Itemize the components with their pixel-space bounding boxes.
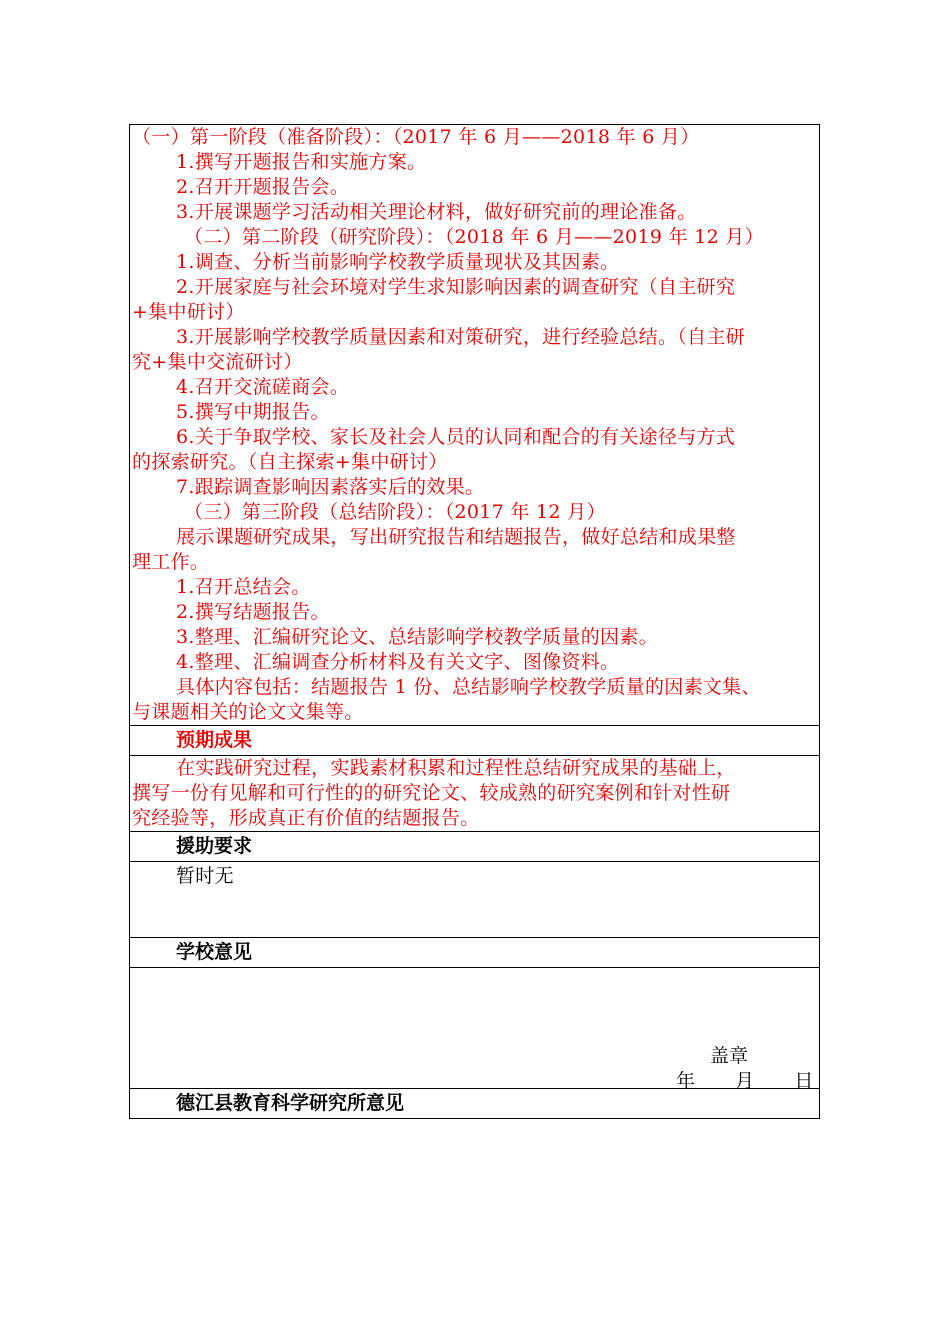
plan-line: 1.调查、分析当前影响学校教学质量现状及其因素。 [176, 251, 620, 273]
plan-line: 4.召开交流磋商会。 [176, 376, 350, 398]
plan-line: 1.召开总结会。 [176, 576, 311, 598]
plan-line: 4.整理、汇编调查分析材料及有关文字、图像资料。 [176, 651, 620, 673]
application-form-table [129, 124, 820, 1119]
expected-results-lines [132, 756, 818, 831]
expected-body-cell [130, 755, 819, 831]
expected-line: 究经验等，形成真正有价值的结题报告。 [132, 807, 480, 829]
plan-line: 具体内容包括：结题报告 1 份、总结影响学校教学质量的因素文集、 [176, 676, 761, 698]
plan-line: 1.撰写开题报告和实施方案。 [176, 151, 427, 173]
plan-line: 的探索研究。（自主探索+集中研讨） [132, 451, 448, 473]
expected-line: 撰写一份有见解和可行性的的研究论文、较成熟的研究案例和针对性研 [132, 782, 731, 804]
plan-line: 2.开展家庭与社会环境对学生求知影响因素的调查研究（自主研究 [176, 276, 736, 298]
plan-line: 3.开展影响学校教学质量因素和对策研究，进行经验总结。（自主研 [176, 326, 745, 348]
plan-line: 5.撰写中期报告。 [176, 401, 330, 423]
expected-results-heading: 预期成果 [176, 729, 253, 751]
assistance-body-cell [130, 861, 819, 937]
plan-line: （一）第一阶段（准备阶段）：（2017 年 6 月——2018 年 6 月） [132, 126, 700, 148]
plan-line: 展示课题研究成果，写出研究报告和结题报告，做好总结和成果整 [176, 526, 736, 548]
school-heading-cell [130, 937, 819, 967]
expected-line: 在实践研究过程，实践素材积累和过程性总结研究成果的基础上， [176, 757, 736, 779]
expected-heading-cell [130, 725, 819, 755]
date-line: 年 月 日 [676, 1070, 814, 1092]
assistance-heading: 援助要求 [176, 835, 253, 857]
seal-label: 盖章 [710, 1045, 749, 1067]
plan-line: （二）第二阶段（研究阶段）：（2018 年 6 月——2019 年 12 月） [184, 226, 764, 248]
assistance-text: 暂时无 [176, 865, 234, 887]
plan-line: （三）第三阶段（总结阶段）：（2017 年 12 月） [184, 501, 606, 523]
plan-line: 3.整理、汇编研究论文、总结影响学校教学质量的因素。 [176, 626, 658, 648]
plan-line: 2.召开开题报告会。 [176, 176, 350, 198]
school-opinion-body-cell [130, 967, 819, 1092]
plan-line: +集中研讨） [132, 301, 245, 323]
school-opinion-heading: 学校意见 [176, 941, 253, 963]
research-plan-cell [130, 125, 819, 725]
institute-opinion-heading: 德江县教育科学研究所意见 [176, 1092, 405, 1114]
research-plan-lines [132, 125, 818, 725]
plan-line: 3.开展课题学习活动相关理论材料，做好研究前的理论准备。 [176, 201, 697, 223]
assistance-heading-cell [130, 831, 819, 861]
plan-line: 究+集中交流研讨） [132, 351, 303, 373]
plan-line: 6.关于争取学校、家长及社会人员的认同和配合的有关途径与方式 [176, 426, 736, 448]
plan-line: 与课题相关的论文文集等。 [132, 701, 364, 723]
plan-line: 7.跟踪调查影响因素落实后的效果。 [176, 476, 485, 498]
plan-line: 2.撰写结题报告。 [176, 601, 330, 623]
plan-line: 理工作。 [132, 551, 210, 573]
